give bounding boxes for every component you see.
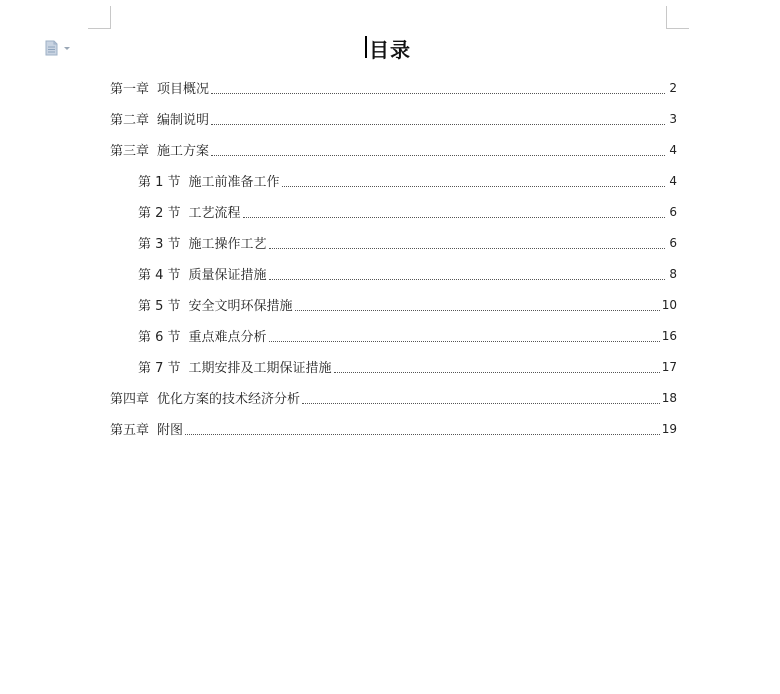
toc-entry-title: 编制说明: [157, 113, 210, 128]
toc-entry[interactable]: [110, 289, 677, 320]
toc-page-number: 3: [669, 111, 677, 126]
page-title[interactable]: [369, 34, 411, 63]
toc-entry[interactable]: [110, 413, 677, 444]
toc-entry-number: 第 1 节: [138, 175, 181, 190]
toc-entry-title: 施工方案: [157, 144, 210, 159]
toc-entry-title: 重点难点分析: [188, 330, 267, 345]
toc-entry[interactable]: [110, 227, 677, 258]
text-cursor: [365, 36, 367, 58]
toc-entry-number: 第 5 节: [138, 299, 181, 314]
toc-entry-number: 第 4 节: [138, 268, 181, 283]
toc-dot-leader: [282, 185, 665, 187]
toc-entry-number: 第五章: [110, 423, 150, 438]
crop-mark-top-right: [666, 6, 689, 29]
toc-entry[interactable]: [110, 320, 677, 351]
toc-entry[interactable]: [110, 165, 677, 196]
toc-entry-number: 第三章: [110, 144, 150, 159]
toc-entry-title: 工期安排及工期保证措施: [188, 361, 332, 376]
toc-entry[interactable]: [110, 382, 677, 413]
toc-entry-number: 第二章: [110, 113, 150, 128]
toc-entry[interactable]: [110, 196, 677, 227]
toc-entry-title: 优化方案的技术经济分析: [157, 392, 301, 407]
title-wrap: [0, 34, 780, 63]
toc-entry-number: 第四章: [110, 392, 150, 407]
toc-entry[interactable]: [110, 351, 677, 382]
toc-entry-title: 附图: [157, 423, 184, 438]
toc-entry-title: 项目概况: [157, 82, 210, 97]
toc-entry[interactable]: [110, 103, 677, 134]
table-of-contents: [110, 72, 677, 444]
toc-page-number: 18: [661, 390, 677, 405]
toc-entry-number: 第 3 节: [138, 237, 181, 252]
toc-dot-leader: [211, 154, 665, 156]
toc-page-number: 6: [669, 204, 677, 219]
toc-dot-leader: [334, 371, 660, 373]
toc-entry-title: 工艺流程: [188, 206, 241, 221]
toc-entry-title: 质量保证措施: [188, 268, 267, 283]
toc-page-number: 2: [669, 80, 677, 95]
toc-dot-leader: [269, 247, 665, 249]
toc-entry-number: 第一章: [110, 82, 150, 97]
page-title-text: 目录: [369, 38, 411, 62]
toc-dot-leader: [211, 123, 665, 125]
toc-entry-title: 安全文明环保措施: [188, 299, 293, 314]
toc-page-number: 17: [661, 359, 677, 374]
toc-page-number: 6: [669, 235, 677, 250]
toc-entry-title: 施工前准备工作: [188, 175, 280, 190]
toc-page-number: 19: [661, 421, 677, 436]
toc-dot-leader: [211, 92, 665, 94]
toc-entry-number: 第 6 节: [138, 330, 181, 345]
toc-page-number: 8: [669, 266, 677, 281]
toc-entry[interactable]: [110, 258, 677, 289]
toc-dot-leader: [269, 278, 665, 280]
toc-entry-title: 施工操作工艺: [188, 237, 267, 252]
toc-entry[interactable]: [110, 72, 677, 103]
toc-dot-leader: [295, 309, 660, 311]
toc-entry-number: 第 7 节: [138, 361, 181, 376]
toc-page-number: 4: [669, 142, 677, 157]
toc-page-number: 10: [661, 297, 677, 312]
crop-mark-top-left: [88, 6, 111, 29]
toc-page-number: 4: [669, 173, 677, 188]
toc-page-number: 16: [661, 328, 677, 343]
toc-dot-leader: [302, 402, 660, 404]
toc-entry[interactable]: [110, 134, 677, 165]
toc-dot-leader: [185, 433, 660, 435]
toc-dot-leader: [243, 216, 665, 218]
toc-dot-leader: [269, 340, 660, 342]
toc-entry-number: 第 2 节: [138, 206, 181, 221]
